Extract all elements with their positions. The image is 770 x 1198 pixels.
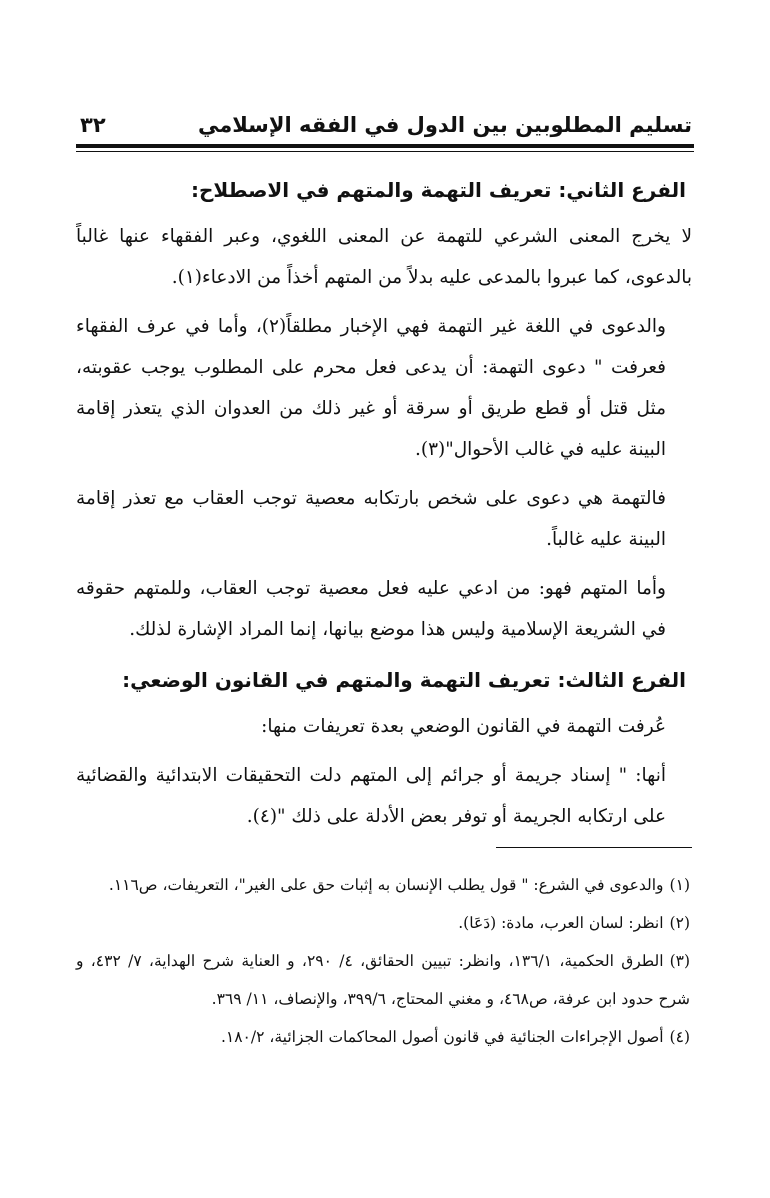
section-heading-third-branch: الفرع الثالث: تعريف التهمة والمتهم في القانون الوضعي:: [122, 668, 686, 692]
footnote-number: (٣): [669, 952, 691, 970]
footnote-number: (١): [669, 876, 690, 894]
footnote-text: الطرق الحكمية، ١٣٦/١، وانظر: تبيين الحقائق، ٤/ ٢٩٠، و العناية شرح الهداية، ٧/ ٤٣٢، و شرح حدود ابن عرفة، ص٤٦٨، و مغني المحتاج، ٣٩٩/٦، والإنصاف، ١١/ ٣٦٩.: [76, 952, 690, 1008]
footnotes: [76, 866, 690, 1056]
paragraph-accused-definition: وأما المتهم فهو: من ادعي عليه فعل معصية توجب العقاب، وللمتهم حقوقه في الشريعة الإسلامية وليس هذا موضع بيانها، إنما المراد الإشارة لذلك.: [76, 578, 666, 640]
paragraph-claim-definition: والدعوى في اللغة غير التهمة فهي الإخبار مطلقاً(٢)، وأما في عرف الفقهاء فعرفت " دعوى التهمة: أن يدعى فعل محرم على المطلوب يوجب عقوبته، مثل قتل أو قطع طريق أو سرقة أو غير ذلك من العدوان الذي يتعذر إقامة البينة عليه في غالب الأحوال"(٣).: [76, 316, 666, 460]
footnote-3: [76, 942, 690, 1018]
footnote-text: انظر: لسان العرب، مادة: (دَعَا).: [458, 914, 664, 932]
paragraph-positive-law-definition: أنها: " إسناد جريمة أو جرائم إلى المتهم دلت التحقيقات الابتدائية والقضائية على ارتكابه الجريمة أو توفر بعض الأدلة على ذلك "(٤).: [76, 765, 666, 827]
footnote-number: (٢): [669, 914, 690, 932]
footnote-number: (٤): [669, 1028, 690, 1046]
footnote-2: [76, 904, 690, 942]
footnote-text: والدعوى في الشرع: " قول يطلب الإنسان به إثبات حق على الغير"، التعريفات، ص١١٦.: [108, 876, 664, 894]
section-heading-second-branch: الفرع الثاني: تعريف التهمة والمتهم في الاصطلاح:: [191, 178, 686, 202]
paragraph-accusation-summary: فالتهمة هي دعوى على شخص بارتكابه معصية توجب العقاب مع تعذر إقامة البينة عليه غالباً.: [76, 488, 666, 550]
footnote-text: أصول الإجراءات الجنائية في قانون أصول المحاكمات الجزائية، ١٨٠/٢.: [220, 1028, 664, 1046]
running-header-title: تسليم المطلوبين بين الدول في الفقه الإسلامي: [197, 113, 692, 137]
footnote-separator: [496, 847, 692, 848]
page-number: ٣٢: [80, 113, 106, 137]
footnote-1: [76, 866, 690, 904]
header-rule: [76, 144, 694, 148]
paragraph-positive-law-intro: عُرفت التهمة في القانون الوضعي بعدة تعريفات منها:: [261, 716, 666, 737]
header-rule-thin: [76, 151, 694, 152]
main-text: [76, 168, 692, 845]
footnote-4: [76, 1018, 690, 1056]
paragraph-shari-meaning: لا يخرج المعنى الشرعي للتهمة عن المعنى اللغوي، وعبر الفقهاء عنها غالباً بالدعوى، كما عبروا بالمدعى عليه بدلاً من المتهم أخذاً من الادعاء(١).: [76, 226, 692, 288]
running-header: [80, 108, 692, 142]
